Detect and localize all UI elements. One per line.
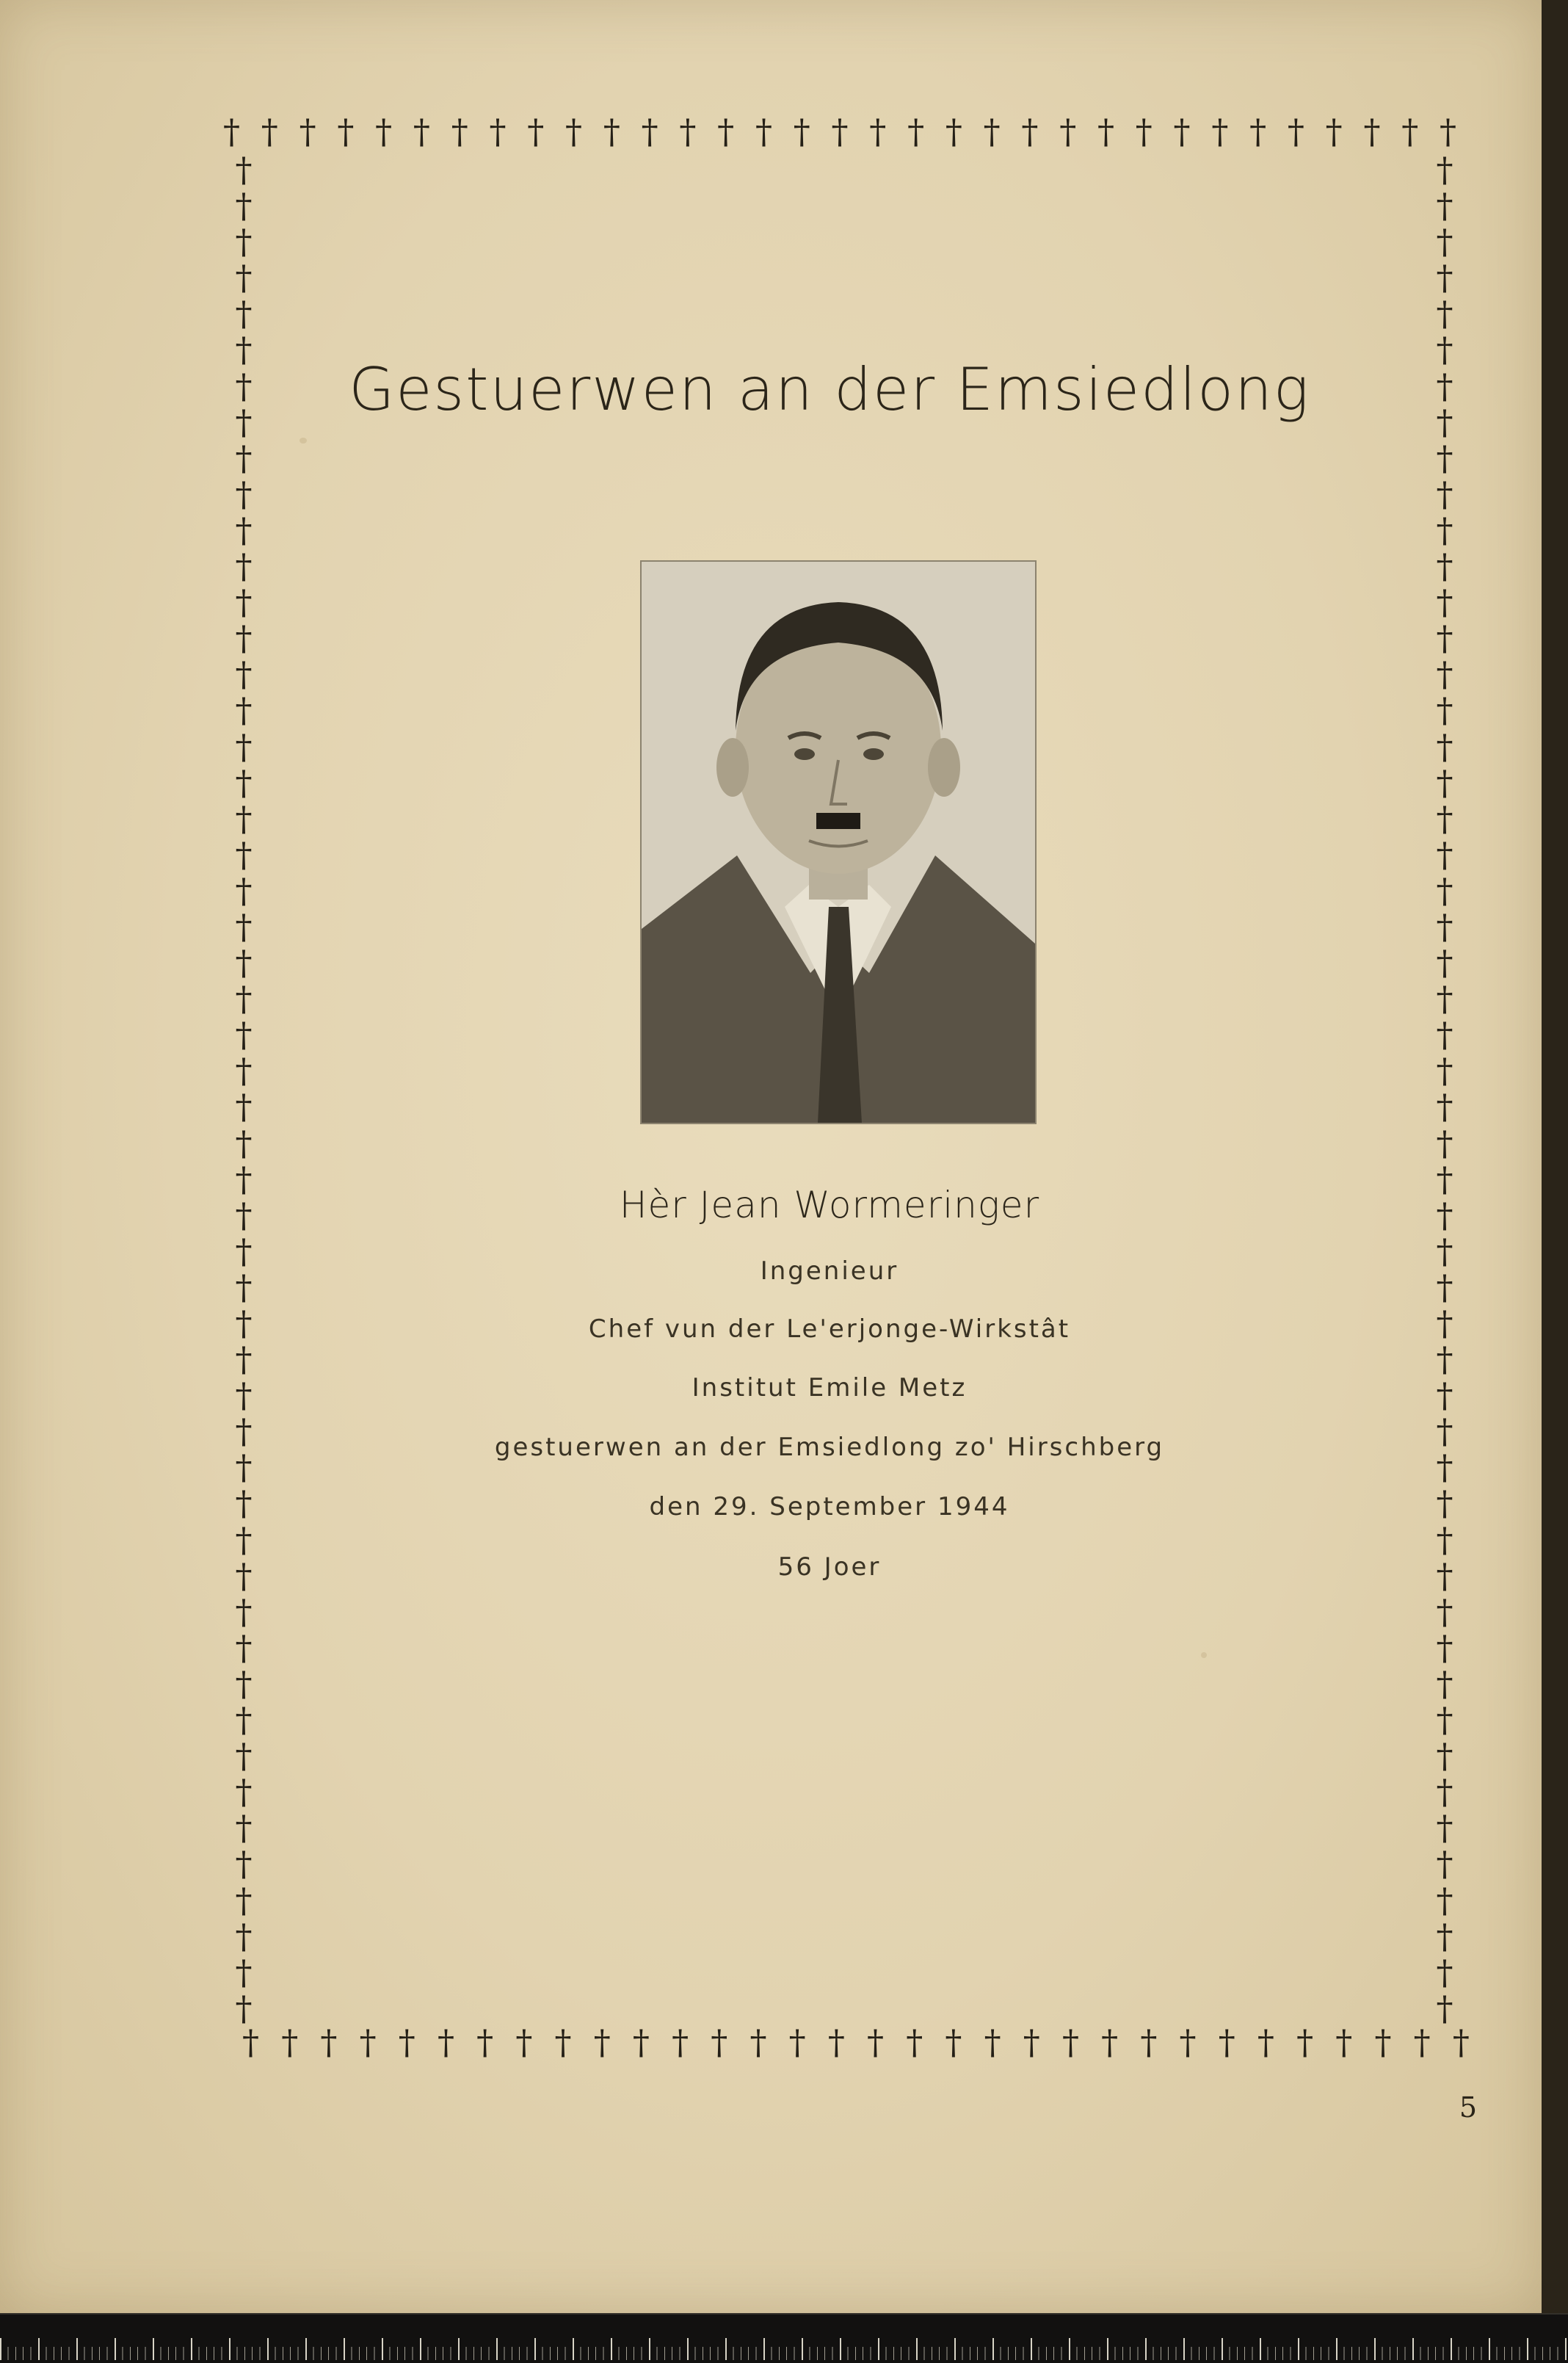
cross-icon: † <box>593 2022 611 2062</box>
cross-icon: † <box>1436 1483 1453 1524</box>
cross-icon: † <box>1436 979 1453 1019</box>
cross-icon: † <box>554 2022 572 2062</box>
cross-icon: † <box>755 112 772 151</box>
cross-border-top <box>223 112 1456 151</box>
cross-icon: † <box>1436 1411 1453 1452</box>
cross-icon: † <box>984 2022 1001 2062</box>
cross-icon: † <box>1436 258 1453 298</box>
cross-icon: † <box>235 1375 253 1416</box>
cross-icon: † <box>235 1880 253 1920</box>
cross-icon: † <box>1436 1123 1453 1163</box>
caption-line-age: 56 Joer <box>777 1552 882 1582</box>
cross-icon: † <box>1436 1051 1453 1091</box>
ruler-ticks <box>0 2338 1568 2360</box>
cross-icon: † <box>235 1087 253 1127</box>
cross-icon: † <box>235 258 253 298</box>
cross-icon: † <box>1436 1195 1453 1235</box>
cross-icon: † <box>235 1123 253 1163</box>
cross-icon: † <box>235 1267 253 1307</box>
cross-icon: † <box>1413 2022 1431 2062</box>
scale-ruler <box>0 2313 1568 2363</box>
cross-icon: † <box>1173 112 1191 151</box>
portrait-photo <box>640 560 1037 1124</box>
cross-icon: † <box>1211 112 1229 151</box>
cross-icon: † <box>235 1627 253 1668</box>
cross-icon: † <box>1436 1880 1453 1920</box>
cross-icon: † <box>869 112 887 151</box>
cross-icon: † <box>1436 1808 1453 1848</box>
cross-icon: † <box>235 1772 253 1812</box>
cross-icon: † <box>1436 294 1453 334</box>
cross-icon: † <box>906 2022 923 2062</box>
cross-icon: † <box>1436 1916 1453 1956</box>
cross-icon: † <box>235 1015 253 1055</box>
cross-icon: † <box>1452 2022 1470 2062</box>
cross-icon: † <box>603 112 620 151</box>
cross-icon: † <box>235 1988 253 2028</box>
cross-icon: † <box>476 2022 494 2062</box>
cross-icon: † <box>1436 654 1453 695</box>
cross-icon: † <box>235 690 253 731</box>
cross-icon: † <box>235 834 253 875</box>
cross-icon: † <box>1436 906 1453 947</box>
cross-icon: † <box>235 330 253 370</box>
cross-icon: † <box>359 2022 377 2062</box>
cross-icon: † <box>1436 762 1453 803</box>
cross-icon: † <box>1436 402 1453 442</box>
cross-icon: † <box>235 186 253 226</box>
cross-icon: † <box>1374 2022 1392 2062</box>
cross-icon: † <box>1436 474 1453 514</box>
cross-icon: † <box>1436 726 1453 767</box>
cross-border-bottom <box>242 2022 1470 2062</box>
cross-icon: † <box>235 870 253 911</box>
cross-icon: † <box>1436 1627 1453 1668</box>
cross-icon: † <box>867 2022 884 2062</box>
cross-icon: † <box>1021 112 1039 151</box>
cross-icon: † <box>235 1483 253 1524</box>
cross-icon: † <box>235 1159 253 1199</box>
cross-icon: † <box>641 112 658 151</box>
cross-icon: † <box>1436 546 1453 587</box>
cross-icon: † <box>1296 2022 1314 2062</box>
cross-icon: † <box>235 1808 253 1848</box>
cross-icon: † <box>717 112 735 151</box>
cross-icon: † <box>235 798 253 839</box>
cross-icon: † <box>235 1591 253 1632</box>
cross-icon: † <box>451 112 468 151</box>
cross-icon: † <box>1249 112 1267 151</box>
caption-line-date: den 29. September 1944 <box>649 1492 1010 1521</box>
cross-icon: † <box>1436 330 1453 370</box>
cross-icon: † <box>235 1231 253 1271</box>
cross-icon: † <box>827 2022 845 2062</box>
cross-icon: † <box>1436 943 1453 983</box>
cross-icon: † <box>515 2022 533 2062</box>
cross-icon: † <box>1440 112 1456 151</box>
cross-icon: † <box>1436 366 1453 406</box>
cross-icon: † <box>1436 186 1453 226</box>
cross-icon: † <box>235 366 253 406</box>
cross-icon: † <box>1335 2022 1353 2062</box>
cross-icon: † <box>1436 1988 1453 2028</box>
cross-icon: † <box>1436 1087 1453 1127</box>
cross-icon: † <box>1059 112 1077 151</box>
cross-icon: † <box>235 546 253 587</box>
cross-icon: † <box>1436 582 1453 623</box>
cross-icon: † <box>489 112 507 151</box>
cross-icon: † <box>1257 2022 1274 2062</box>
cross-icon: † <box>1436 618 1453 659</box>
cross-icon: † <box>413 112 430 151</box>
cross-icon: † <box>235 1447 253 1488</box>
cross-icon: † <box>711 2022 728 2062</box>
cross-icon: † <box>1363 112 1381 151</box>
cross-icon: † <box>1436 1303 1453 1343</box>
cross-icon: † <box>1436 1015 1453 1055</box>
cross-icon: † <box>749 2022 767 2062</box>
cross-icon: † <box>907 112 925 151</box>
cross-icon: † <box>1436 1231 1453 1271</box>
portrait-illustration <box>642 562 1035 1123</box>
cross-icon: † <box>235 402 253 442</box>
cross-icon: † <box>1436 1700 1453 1740</box>
cross-icon: † <box>235 979 253 1019</box>
cross-icon: † <box>235 438 253 478</box>
cross-icon: † <box>793 112 810 151</box>
cross-icon: † <box>1436 1591 1453 1632</box>
cross-icon: † <box>261 112 278 151</box>
cross-icon: † <box>788 2022 806 2062</box>
caption-line-profession: Ingenieur <box>760 1256 899 1286</box>
cross-icon: † <box>1436 222 1453 262</box>
cross-icon: † <box>235 654 253 695</box>
cross-icon: † <box>281 2022 299 2062</box>
cross-icon: † <box>1436 1663 1453 1704</box>
cross-icon: † <box>1436 510 1453 550</box>
caption-line-role: Chef vun der Le'erjonge-Wirkstât <box>588 1314 1071 1344</box>
cross-icon: † <box>1061 2022 1079 2062</box>
cross-icon: † <box>1436 1159 1453 1199</box>
cross-icon: † <box>398 2022 415 2062</box>
cross-icon: † <box>1135 112 1153 151</box>
person-name: Hèr Jean Wormeringer <box>619 1184 1040 1226</box>
cross-icon: † <box>1179 2022 1197 2062</box>
cross-icon: † <box>235 1916 253 1956</box>
cross-icon: † <box>1436 1844 1453 1884</box>
cross-icon: † <box>1436 1519 1453 1560</box>
cross-icon: † <box>235 474 253 514</box>
paper-stain <box>300 438 307 444</box>
cross-icon: † <box>1436 798 1453 839</box>
cross-icon: † <box>235 150 253 189</box>
cross-icon: † <box>299 112 316 151</box>
cross-icon: † <box>235 294 253 334</box>
cross-icon: † <box>235 1303 253 1343</box>
cross-icon: † <box>1097 112 1114 151</box>
cross-icon: † <box>632 2022 650 2062</box>
cross-icon: † <box>1218 2022 1235 2062</box>
cross-icon: † <box>223 112 240 151</box>
cross-icon: † <box>235 1411 253 1452</box>
cross-icon: † <box>1436 438 1453 478</box>
cross-icon: † <box>235 906 253 947</box>
cross-icon: † <box>320 2022 338 2062</box>
page-edge-shadow <box>1542 0 1568 2313</box>
cross-icon: † <box>235 1051 253 1091</box>
cross-icon: † <box>1436 1736 1453 1776</box>
cross-border-left <box>223 150 264 2028</box>
cross-icon: † <box>1436 870 1453 911</box>
cross-icon: † <box>235 762 253 803</box>
cross-icon: † <box>235 1519 253 1560</box>
cross-icon: † <box>235 726 253 767</box>
cross-icon: † <box>375 112 393 151</box>
page-heading: Gestuerwen an der Emsiedlong <box>349 355 1310 424</box>
cross-icon: † <box>1287 112 1304 151</box>
caption-line-place-of-death: gestuerwen an der Emsiedlong zo' Hirschberg <box>494 1433 1165 1462</box>
cross-icon: † <box>437 2022 454 2062</box>
caption-line-institution: Institut Emile Metz <box>692 1373 968 1403</box>
cross-icon: † <box>242 2022 259 2062</box>
cross-icon: † <box>1436 1952 1453 1992</box>
cross-icon: † <box>235 1952 253 1992</box>
cross-icon: † <box>1101 2022 1119 2062</box>
cross-icon: † <box>1436 150 1453 189</box>
cross-icon: † <box>1436 1772 1453 1812</box>
cross-icon: † <box>1436 1339 1453 1380</box>
cross-icon: † <box>679 112 697 151</box>
cross-icon: † <box>1436 834 1453 875</box>
cross-icon: † <box>1023 2022 1040 2062</box>
cross-icon: † <box>235 510 253 550</box>
cross-icon: † <box>235 1195 253 1235</box>
cross-icon: † <box>235 943 253 983</box>
cross-icon: † <box>945 112 962 151</box>
cross-icon: † <box>1140 2022 1158 2062</box>
cross-icon: † <box>831 112 849 151</box>
cross-border-right <box>1424 150 1465 2028</box>
cross-icon: † <box>235 1663 253 1704</box>
paper-stain <box>1201 1652 1207 1658</box>
cross-icon: † <box>1436 1375 1453 1416</box>
cross-icon: † <box>235 222 253 262</box>
cross-icon: † <box>1436 1555 1453 1596</box>
cross-icon: † <box>235 582 253 623</box>
cross-icon: † <box>1436 690 1453 731</box>
cross-icon: † <box>1436 1267 1453 1307</box>
page-number: 5 <box>1459 2091 1478 2124</box>
cross-icon: † <box>1401 112 1419 151</box>
cross-icon: † <box>527 112 545 151</box>
cross-icon: † <box>235 1700 253 1740</box>
cross-icon: † <box>945 2022 962 2062</box>
cross-icon: † <box>235 1736 253 1776</box>
cross-icon: † <box>672 2022 689 2062</box>
cross-icon: † <box>565 112 583 151</box>
cross-icon: † <box>235 1339 253 1380</box>
cross-icon: † <box>983 112 1001 151</box>
cross-icon: † <box>1436 1447 1453 1488</box>
cross-icon: † <box>1325 112 1343 151</box>
cross-icon: † <box>235 618 253 659</box>
cross-icon: † <box>235 1844 253 1884</box>
cross-icon: † <box>337 112 355 151</box>
cross-icon: † <box>235 1555 253 1596</box>
